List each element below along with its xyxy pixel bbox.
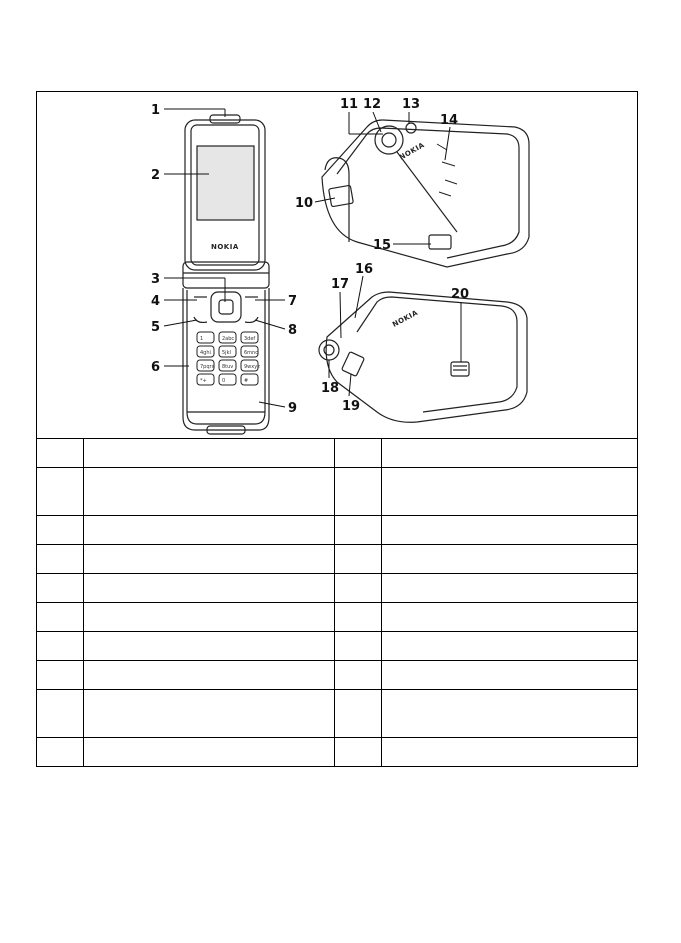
legend-row <box>37 632 638 661</box>
legend-row <box>37 574 638 603</box>
legend-cell <box>335 632 382 661</box>
legend-cell <box>382 574 638 603</box>
legend-cell <box>382 632 638 661</box>
legend-cell <box>382 738 638 767</box>
camera-lens <box>382 133 396 147</box>
end-key <box>245 317 258 322</box>
callout-20: 20 <box>451 287 470 302</box>
legend-cell <box>37 574 84 603</box>
legend-cell <box>382 439 638 468</box>
keypad-key-label: 3def <box>244 336 256 342</box>
loudspeaker <box>451 362 469 376</box>
closed-front-inner <box>357 297 517 412</box>
callout-2: 2 <box>151 168 161 183</box>
keypad-key-label: 7pqrs <box>200 364 215 370</box>
legend-row <box>37 738 638 767</box>
legend-cell <box>84 661 335 690</box>
legend-cell <box>382 661 638 690</box>
legend-cell <box>37 545 84 574</box>
callout-9: 9 <box>288 401 298 416</box>
leader-9 <box>259 402 285 407</box>
legend-row <box>37 516 638 545</box>
legend-cell <box>382 603 638 632</box>
legend-cell <box>335 468 382 516</box>
callout-7: 7 <box>288 294 298 309</box>
callout-1: 1 <box>151 103 161 118</box>
charger-connector <box>329 185 354 207</box>
flash <box>406 123 416 133</box>
callout-19: 19 <box>342 399 361 414</box>
front-brand-logo: NOKIA <box>211 243 239 251</box>
legend-row <box>37 690 638 738</box>
callout-11: 11 <box>340 97 359 112</box>
volume-keys <box>342 352 365 377</box>
strap-eyelet-inner <box>324 345 334 355</box>
callout-15: 15 <box>373 238 392 253</box>
legend-cell <box>37 516 84 545</box>
navi-key <box>211 292 241 322</box>
callout-10: 10 <box>295 196 314 211</box>
legend-cell <box>84 738 335 767</box>
back-shell-outline <box>322 120 529 267</box>
back-brand-logo: NOKIA <box>398 140 427 162</box>
legend-cell <box>382 690 638 738</box>
legend-cell <box>335 516 382 545</box>
camera-lens-housing <box>375 126 403 154</box>
callout-17: 17 <box>331 277 350 292</box>
keypad-key-label: # <box>244 378 249 384</box>
legend-cell <box>37 738 84 767</box>
legend-cell <box>84 574 335 603</box>
keypad-key-label: 6mno <box>244 350 259 356</box>
leader-14 <box>445 127 450 160</box>
keypad <box>197 332 260 385</box>
legend-cell <box>335 738 382 767</box>
hinge-band <box>183 262 269 288</box>
phone-diagram <box>36 91 638 439</box>
display-screen <box>197 146 254 220</box>
legend-cell <box>84 603 335 632</box>
strap-eyelet-outer <box>319 340 339 360</box>
keypad-key-label: 1 <box>200 336 204 342</box>
legend-cell <box>335 545 382 574</box>
callout-8: 8 <box>288 323 298 338</box>
callout-18: 18 <box>321 381 340 396</box>
legend-cell <box>84 439 335 468</box>
back-view-phone <box>322 120 529 267</box>
legend-row <box>37 439 638 468</box>
callout-6: 6 <box>151 360 161 375</box>
leader-17 <box>340 292 341 338</box>
legend-cell <box>335 603 382 632</box>
legend-cell <box>382 545 638 574</box>
keypad-key-label: 0 <box>222 378 226 384</box>
keypad-key-label: 5jkl <box>222 350 231 356</box>
legend-cell <box>84 516 335 545</box>
legend-cell <box>84 468 335 516</box>
legend-cell <box>335 661 382 690</box>
leader-5 <box>164 320 197 326</box>
legend-row <box>37 661 638 690</box>
cover-pattern <box>437 144 457 196</box>
legend-cell <box>335 690 382 738</box>
memory-card-slot <box>429 235 451 249</box>
phone-diagram-drawing <box>37 92 639 440</box>
callout-12: 12 <box>363 97 382 112</box>
leader-8 <box>255 320 285 329</box>
navi-key-center <box>219 300 233 314</box>
legend-cell <box>84 545 335 574</box>
legend-row <box>37 603 638 632</box>
parts-legend-table <box>36 438 638 767</box>
callout-13: 13 <box>402 97 421 112</box>
callout-16: 16 <box>355 262 374 277</box>
keypad-key-label: 2abc <box>222 336 235 342</box>
closed-brand-logo: NOKIA <box>391 308 420 329</box>
keypad-key-label: 4ghi <box>200 350 211 356</box>
legend-cell <box>37 468 84 516</box>
front-view-phone <box>183 115 269 434</box>
legend-cell <box>382 468 638 516</box>
legend-row <box>37 545 638 574</box>
callout-14: 14 <box>440 113 459 128</box>
callout-3: 3 <box>151 272 161 287</box>
legend-cell <box>37 603 84 632</box>
legend-cell <box>37 439 84 468</box>
phone-lower-shell <box>183 288 269 430</box>
legend-cell <box>84 690 335 738</box>
legend-row <box>37 468 638 516</box>
legend-cell <box>37 661 84 690</box>
legend-cell <box>84 632 335 661</box>
legend-cell <box>37 632 84 661</box>
legend-cell <box>382 516 638 545</box>
legend-cell <box>335 439 382 468</box>
callout-5: 5 <box>151 320 161 335</box>
keypad-key-label: *+ <box>200 378 207 384</box>
legend-cell <box>335 574 382 603</box>
leader-16 <box>355 276 363 318</box>
keypad-key-label: 8tuv <box>222 364 234 370</box>
keypad-key-label: 9wxyz <box>244 364 260 370</box>
callout-4: 4 <box>151 294 161 309</box>
legend-cell <box>37 690 84 738</box>
